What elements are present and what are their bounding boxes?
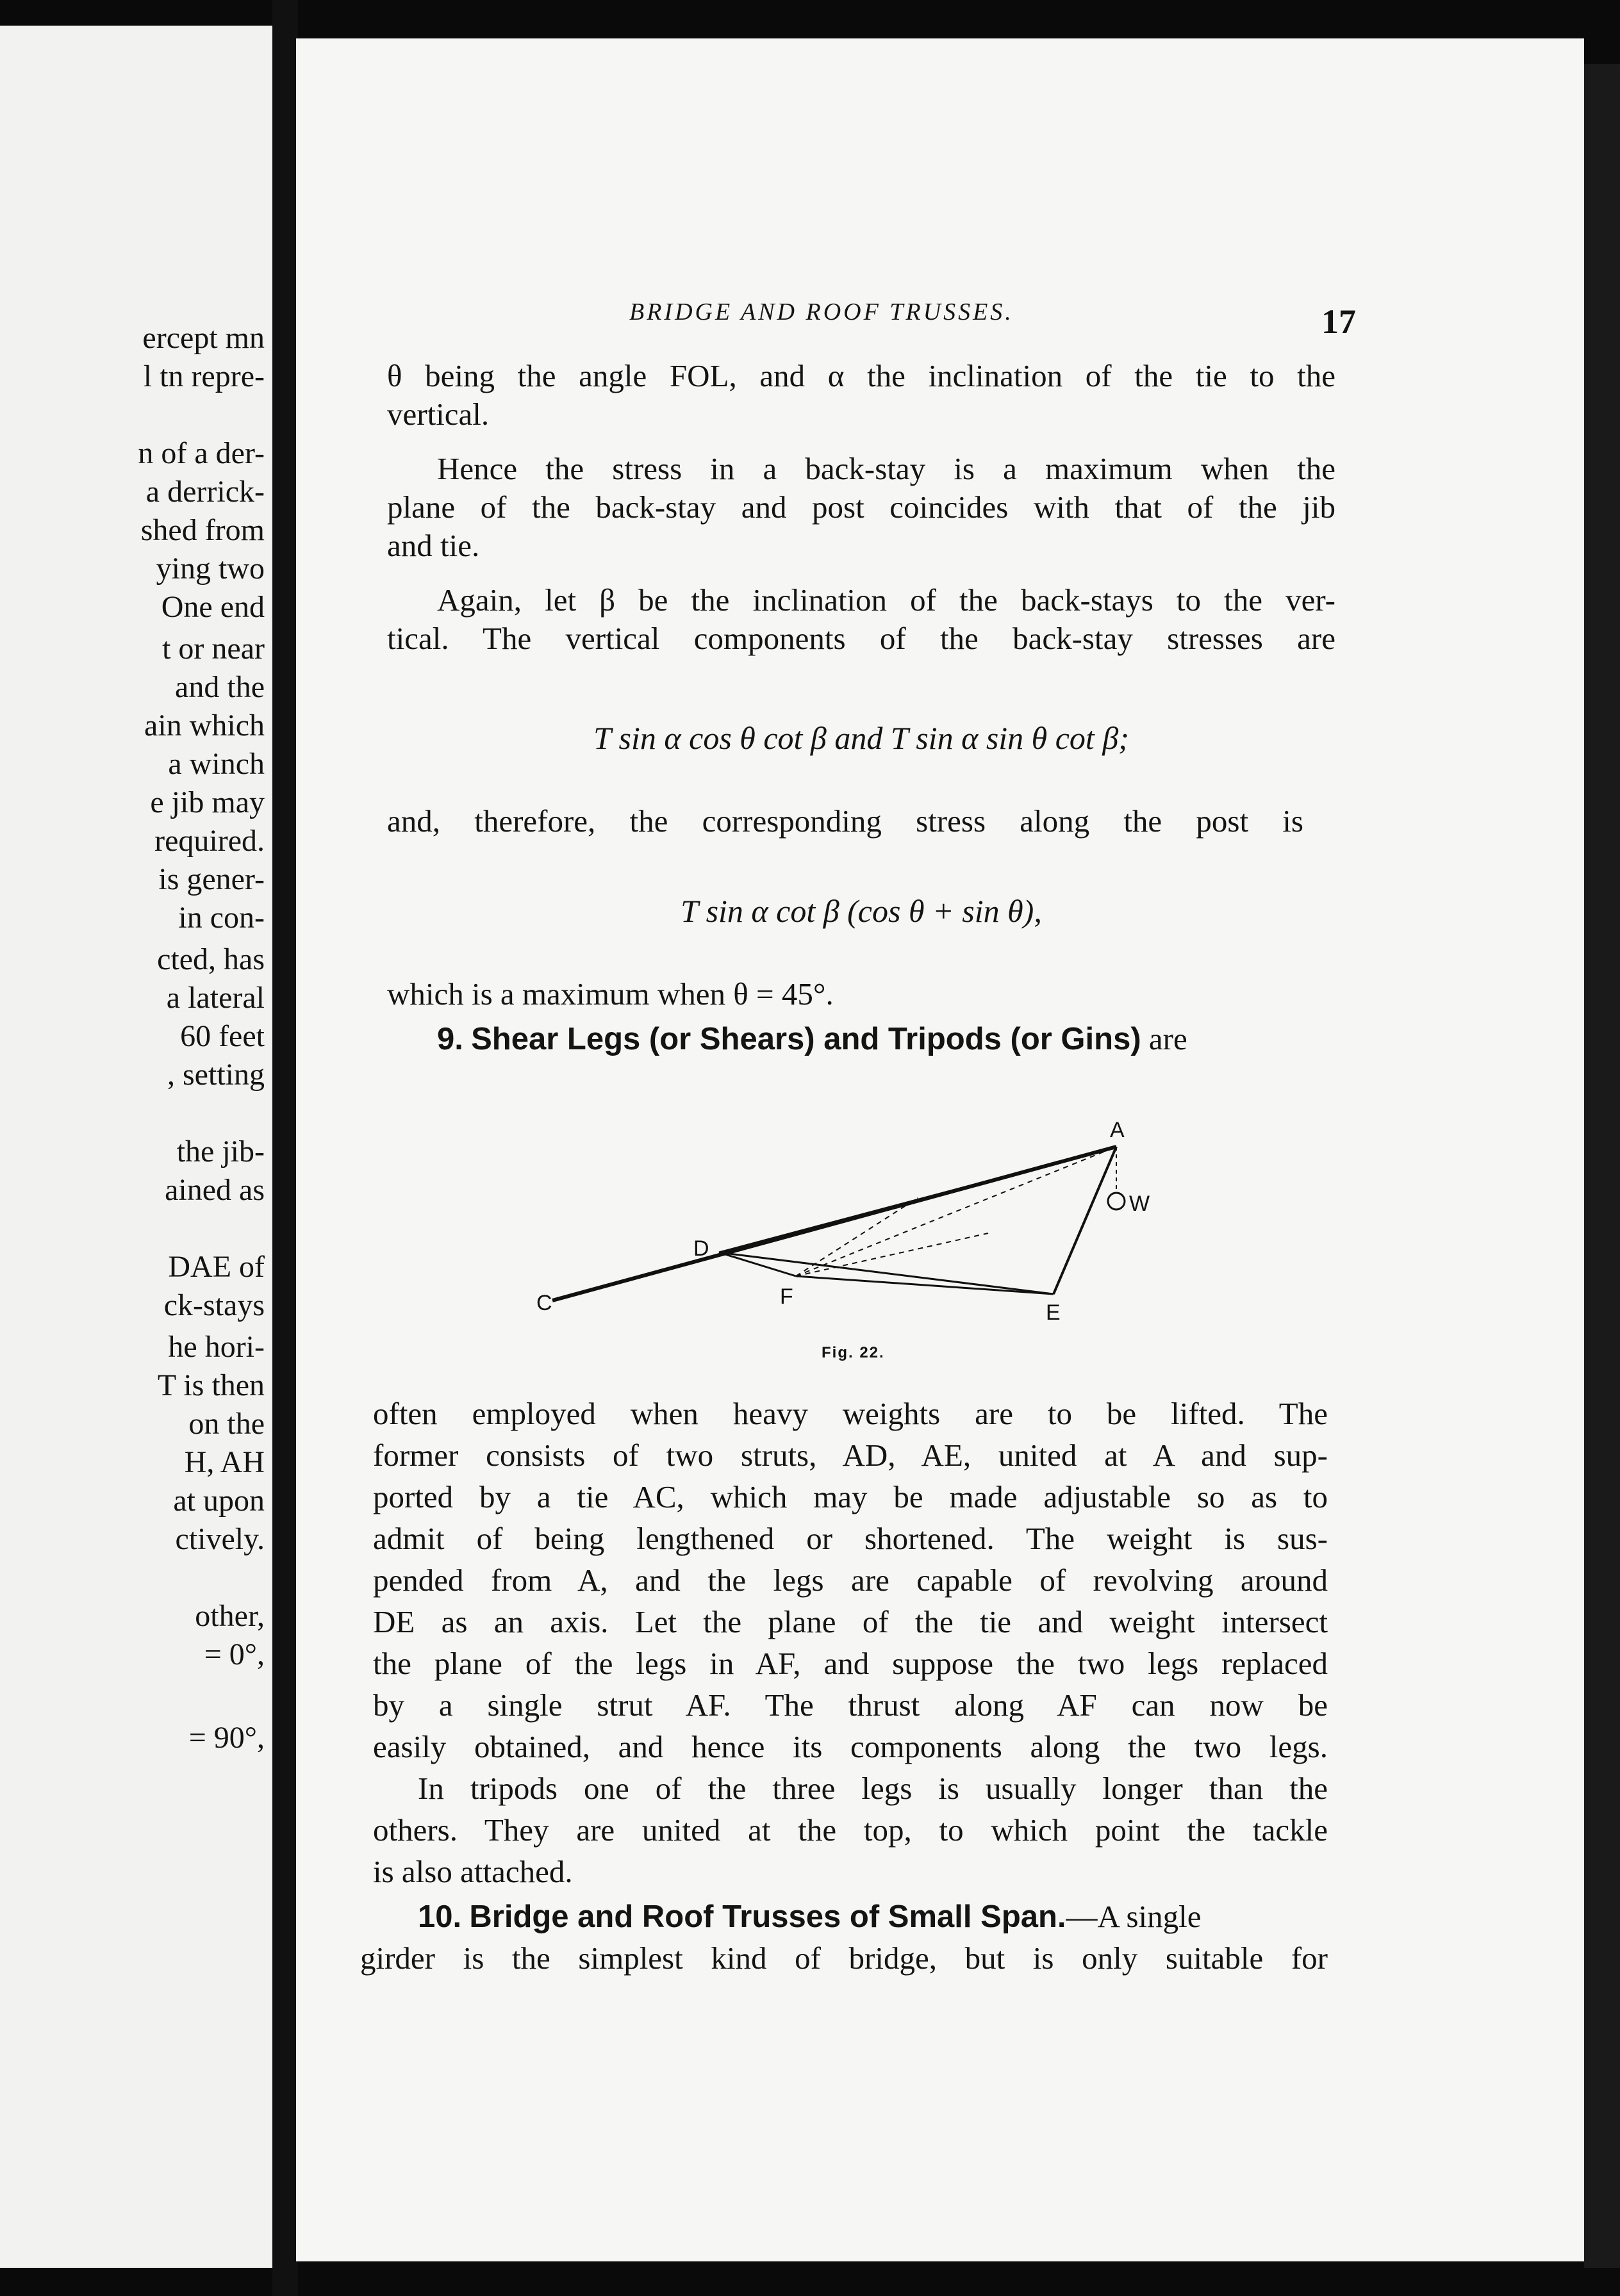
shear-legs-diagram — [536, 1076, 1257, 1352]
formula-back-stay-components: T sin α cos θ cot β and T sin α sin θ cot β; — [593, 720, 1129, 756]
left-page-text-fragment: e jib may — [150, 785, 265, 819]
paragraph-line: In tripods one of the three legs is usually longer than the — [418, 1771, 1328, 1806]
paragraph-line: and, therefore, the corresponding stress along the post is — [387, 803, 1303, 839]
left-page-text-fragment: ained as — [165, 1173, 265, 1207]
left-page-text-fragment: required. — [154, 824, 265, 858]
left-page-text-fragment: ck-stays — [163, 1288, 265, 1322]
dashed-construction-line — [796, 1233, 988, 1276]
strut-ad-line — [719, 1147, 1116, 1252]
paragraph-line: pended from A, and the legs are capable of revolving around — [373, 1562, 1328, 1598]
left-page-text-fragment: ying two — [156, 552, 265, 586]
paragraph-line: Hence the stress in a back-stay is a maximum when the — [437, 451, 1335, 486]
left-page-text-fragment: n of a der- — [138, 436, 265, 470]
dashed-construction-line — [796, 1198, 918, 1276]
paragraph-line: plane of the back-stay and post coincides with that of the jib — [387, 489, 1335, 525]
section-number: 9. — [437, 1022, 463, 1056]
weight-w-circle — [1108, 1193, 1125, 1210]
label-f: F — [780, 1284, 793, 1309]
section-heading: Shear Legs (or Shears) and Tripods (or Gins) — [471, 1022, 1141, 1056]
left-page-text-fragment: H, AH — [184, 1445, 265, 1479]
section-heading: Bridge and Roof Trusses of Small Span. — [469, 1899, 1066, 1934]
left-page-text-fragment: ctively. — [175, 1522, 265, 1556]
left-page-text-fragment: in con- — [178, 901, 265, 935]
label-e: E — [1046, 1300, 1061, 1325]
left-page-text-fragment: at upon — [173, 1484, 265, 1518]
paragraph-line: others. They are united at the top, to which point the tackle — [373, 1812, 1328, 1848]
paragraph-line: ported by a tie AC, which may be made adjustable so as to — [373, 1479, 1328, 1514]
paragraph-line: which is a maximum when θ = 45°. — [387, 976, 834, 1012]
paragraph-line: by a single strut AF. The thrust along AF can now be — [373, 1687, 1328, 1723]
leg-df-line — [719, 1252, 796, 1276]
paragraph-line: θ being the angle FOL, and α the inclination of the tie to the — [387, 358, 1335, 393]
axis-de-line — [719, 1252, 1054, 1294]
left-page-text-fragment: the jib- — [176, 1135, 265, 1168]
left-page-text-fragment: T is then — [157, 1368, 265, 1402]
formula-post-stress: T sin α cot β (cos θ + sin θ), — [681, 893, 1042, 929]
section-heading-tail: are — [1148, 1021, 1187, 1056]
left-page-text-fragment: = 90°, — [188, 1721, 265, 1755]
left-page-text-fragment: 60 feet — [180, 1019, 265, 1053]
paragraph-line: and tie. — [387, 528, 480, 563]
left-page-text-fragment: other, — [195, 1599, 265, 1633]
label-d: D — [693, 1236, 709, 1261]
label-a: A — [1110, 1118, 1125, 1142]
left-page-text-fragment: on the — [188, 1407, 265, 1441]
left-page-text-fragment: , setting — [167, 1058, 265, 1092]
left-page-text-fragment: and the — [175, 670, 265, 704]
left-page-text-fragment: = 0°, — [204, 1637, 265, 1671]
left-page-text-fragment: a winch — [168, 747, 265, 781]
paragraph-line: easily obtained, and hence its components along the two legs. — [373, 1729, 1328, 1764]
left-page-text-fragment: ain which — [144, 709, 265, 742]
section-heading-tail: —A single — [1066, 1899, 1202, 1934]
left-facing-page — [0, 26, 272, 2268]
paragraph-line: is also attached. — [373, 1854, 573, 1889]
label-w: W — [1129, 1192, 1150, 1216]
left-page-text-fragment: ercept mn — [142, 321, 265, 355]
paragraph-line: tical. The vertical components of the back-stay stresses are — [387, 621, 1335, 656]
paragraph-line: admit of being lengthened or shortened. The weight is sus- — [373, 1521, 1328, 1556]
page-number: 17 — [1321, 302, 1356, 341]
paragraph-line: often employed when heavy weights are to be lifted. The — [373, 1396, 1328, 1431]
page-gutter — [272, 0, 298, 2296]
paragraph-line: the plane of the legs in AF, and suppose the two legs replaced — [373, 1646, 1328, 1681]
paragraph-line: DE as an axis. Let the plane of the tie and weight intersect — [373, 1604, 1328, 1639]
section-number: 10. — [418, 1899, 462, 1934]
left-page-text-fragment: a lateral — [166, 981, 265, 1015]
book-spine-edge — [1584, 64, 1620, 2268]
running-header: BRIDGE AND ROOF TRUSSES. — [629, 299, 1014, 325]
left-page-text-fragment: One end — [161, 590, 265, 624]
paragraph-line: Again, let β be the inclination of the back-stays to the ver- — [437, 582, 1335, 618]
label-c: C — [536, 1291, 552, 1315]
paragraph-line: former consists of two struts, AD, AE, united at A and sup- — [373, 1438, 1328, 1473]
left-page-text-fragment: shed from — [140, 513, 265, 547]
left-page-text-fragment: a derrick- — [145, 475, 265, 509]
left-page-text-fragment: is gener- — [158, 862, 265, 896]
left-page-text-fragment: l tn repre- — [143, 359, 265, 393]
section-9-heading-line — [437, 1019, 1334, 1060]
left-page-text-fragment: cted, has — [157, 942, 265, 976]
paragraph-line: girder is the simplest kind of bridge, but is only suitable for — [360, 1940, 1328, 1976]
right-page — [296, 38, 1584, 2261]
left-page-text-fragment: DAE of — [168, 1250, 265, 1284]
strut-ae-line — [1054, 1147, 1116, 1294]
paragraph-line: vertical. — [387, 397, 490, 432]
left-page-text-fragment: he hori- — [168, 1330, 265, 1364]
section-10-heading-line — [418, 1896, 1328, 1937]
left-page-text-fragment: t or near — [162, 632, 265, 666]
figure-caption: Fig. 22. — [822, 1344, 885, 1361]
